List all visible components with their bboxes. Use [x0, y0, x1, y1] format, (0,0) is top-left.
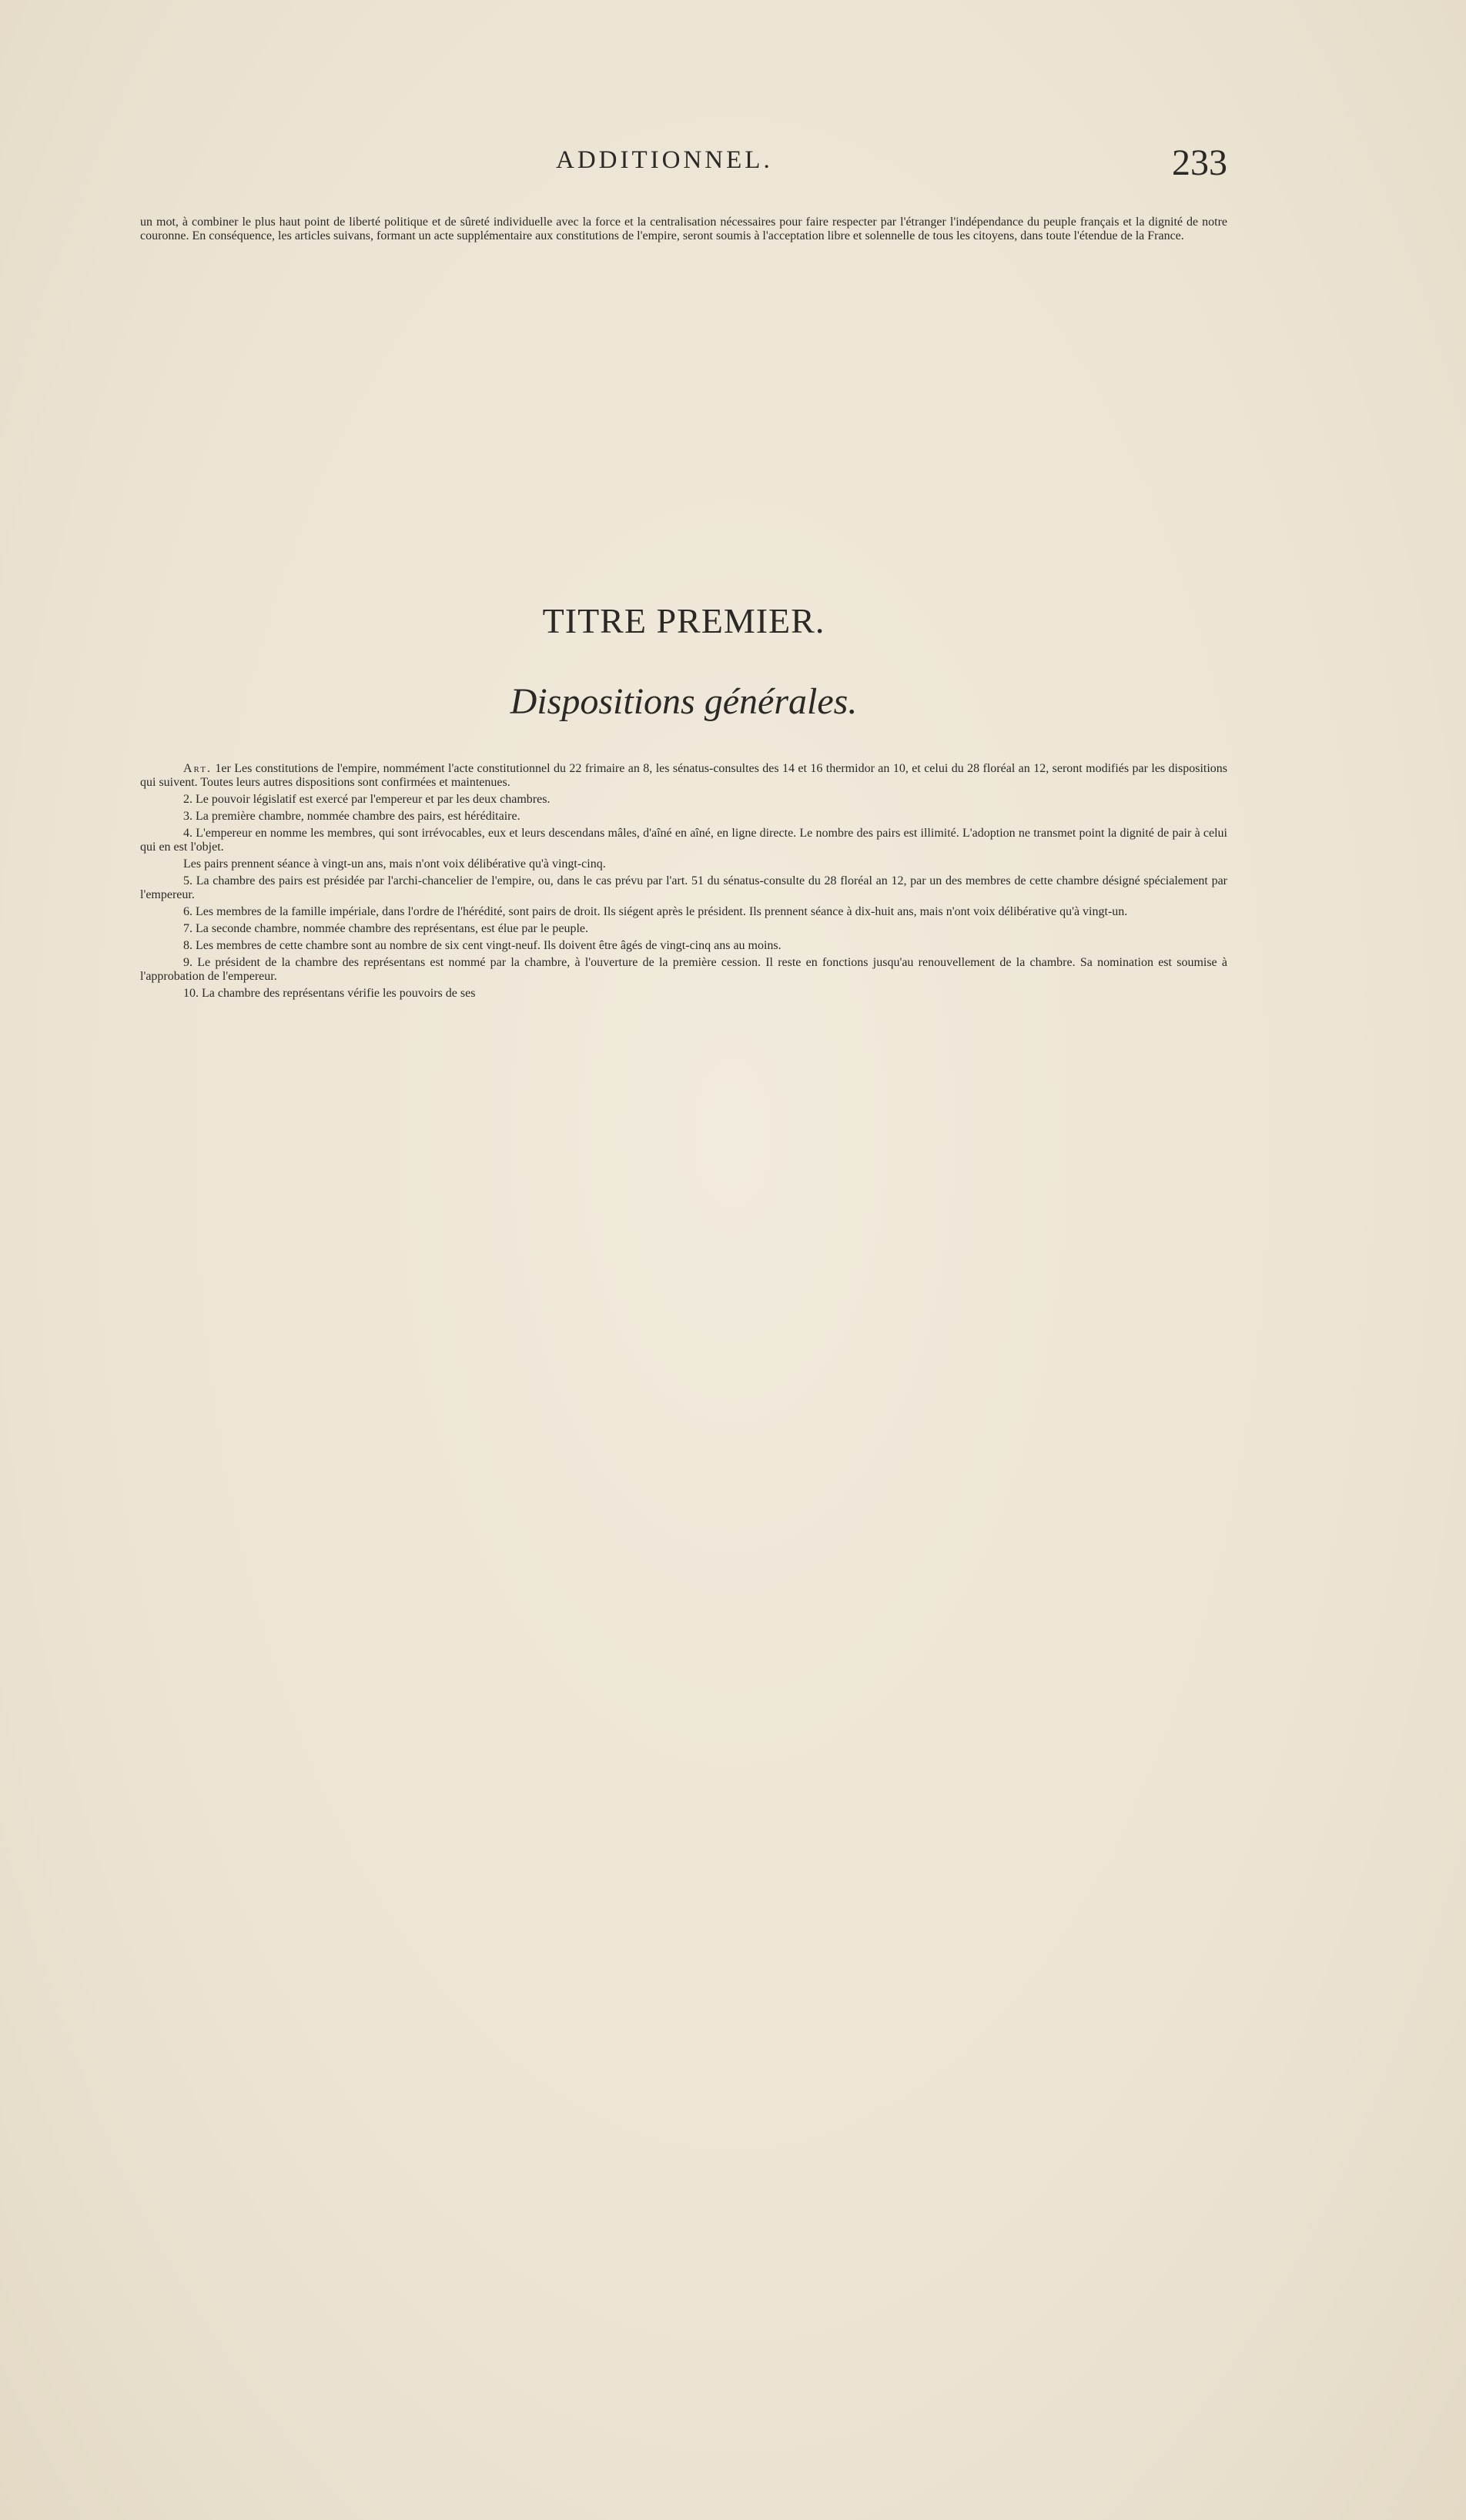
- article-3: 3. La première chambre, nommée chambre des pairs, est héréditaire.: [183, 810, 520, 823]
- article-1: [140, 762, 1227, 790]
- article-7: 7. La seconde chambre, nommée chambre des représentans, est élue par le peuple.: [183, 922, 588, 935]
- article-label: Art.: [183, 762, 212, 775]
- article-2: 2. Le pouvoir législatif est exercé par l'empereur et par les deux chambres.: [183, 793, 551, 806]
- articles-list: [140, 762, 1227, 1004]
- intro-paragraph: [140, 216, 1227, 243]
- article-10: 10. La chambre des représentans vérifie les pouvoirs de ses: [183, 987, 476, 1000]
- article-6: 6. Les membres de la famille impériale, dans l'ordre de l'hérédité, sont pairs de droit. Ils siégent après le président. Ils prennent séance à dix-huit ans, mais n'ont voix délibérative qu'à vingt-un.: [183, 905, 1128, 918]
- article-8: 8. Les membres de cette chambre sont au nombre de six cent vingt-neuf. Ils doivent être âgés de vingt-cinq ans au moins.: [183, 939, 782, 952]
- article-5: 5. La chambre des pairs est présidée par l'archi-chancelier de l'empire, ou, dans le cas prévu par l'art. 51 du sénatus-consulte du 28 floréal an 12, par un des membres de cette chambre désigné spécialement par l'empereur.: [140, 874, 1227, 901]
- section-title: TITRE PREMIER.: [542, 601, 825, 640]
- article-9: 9. Le président de la chambre des représentans est nommé par la chambre, à l'ouverture de la première cession. Il reste en fonctions jusqu'au renouvellement de la chambre. Sa nomination est soumise à l'approbation de l'empereur.: [140, 956, 1227, 983]
- running-head: ADDITIONNEL.: [556, 146, 773, 174]
- page-number: 233: [1172, 142, 1227, 183]
- intro-text: un mot, à combiner le plus haut point de liberté politique et de sûreté individuelle avec la force et la centralisation nécessaires pour faire respecter par l'étranger l'indépendance du peuple français et la dignité de notre couronne. En conséquence, les articles suivans, formant un acte supplémentaire aux constitutions de l'empire, seront soumis à l'acceptation libre et solennelle de tous les citoyens, dans toute l'étendue de la France.: [140, 216, 1227, 242]
- article-4: 4. L'empereur en nomme les membres, qui sont irrévocables, eux et leurs descendans mâles, d'aîné en aîné, en ligne directe. Le nombre des pairs est illimité. L'adoption ne transmet point la dignité de pair à celui qui en est l'objet.: [140, 827, 1227, 854]
- article-4-continued: Les pairs prennent séance à vingt-un ans, mais n'ont voix délibérative qu'à vingt-cinq.: [183, 857, 606, 871]
- article-number: 1er: [215, 762, 231, 775]
- page-header: [140, 142, 1227, 192]
- section-subtitle: Dispositions générales.: [510, 681, 858, 722]
- article-1-text: Les constitutions de l'empire, nommément l'acte constitutionnel du 22 frimaire an 8, les sénatus-consultes des 14 et 16 thermidor an 10, et celui du 28 floréal an 12, seront modifiés par les dispositions qui suivent. Toutes leurs autres dispositions sont confirmées et maintenues.: [140, 762, 1228, 789]
